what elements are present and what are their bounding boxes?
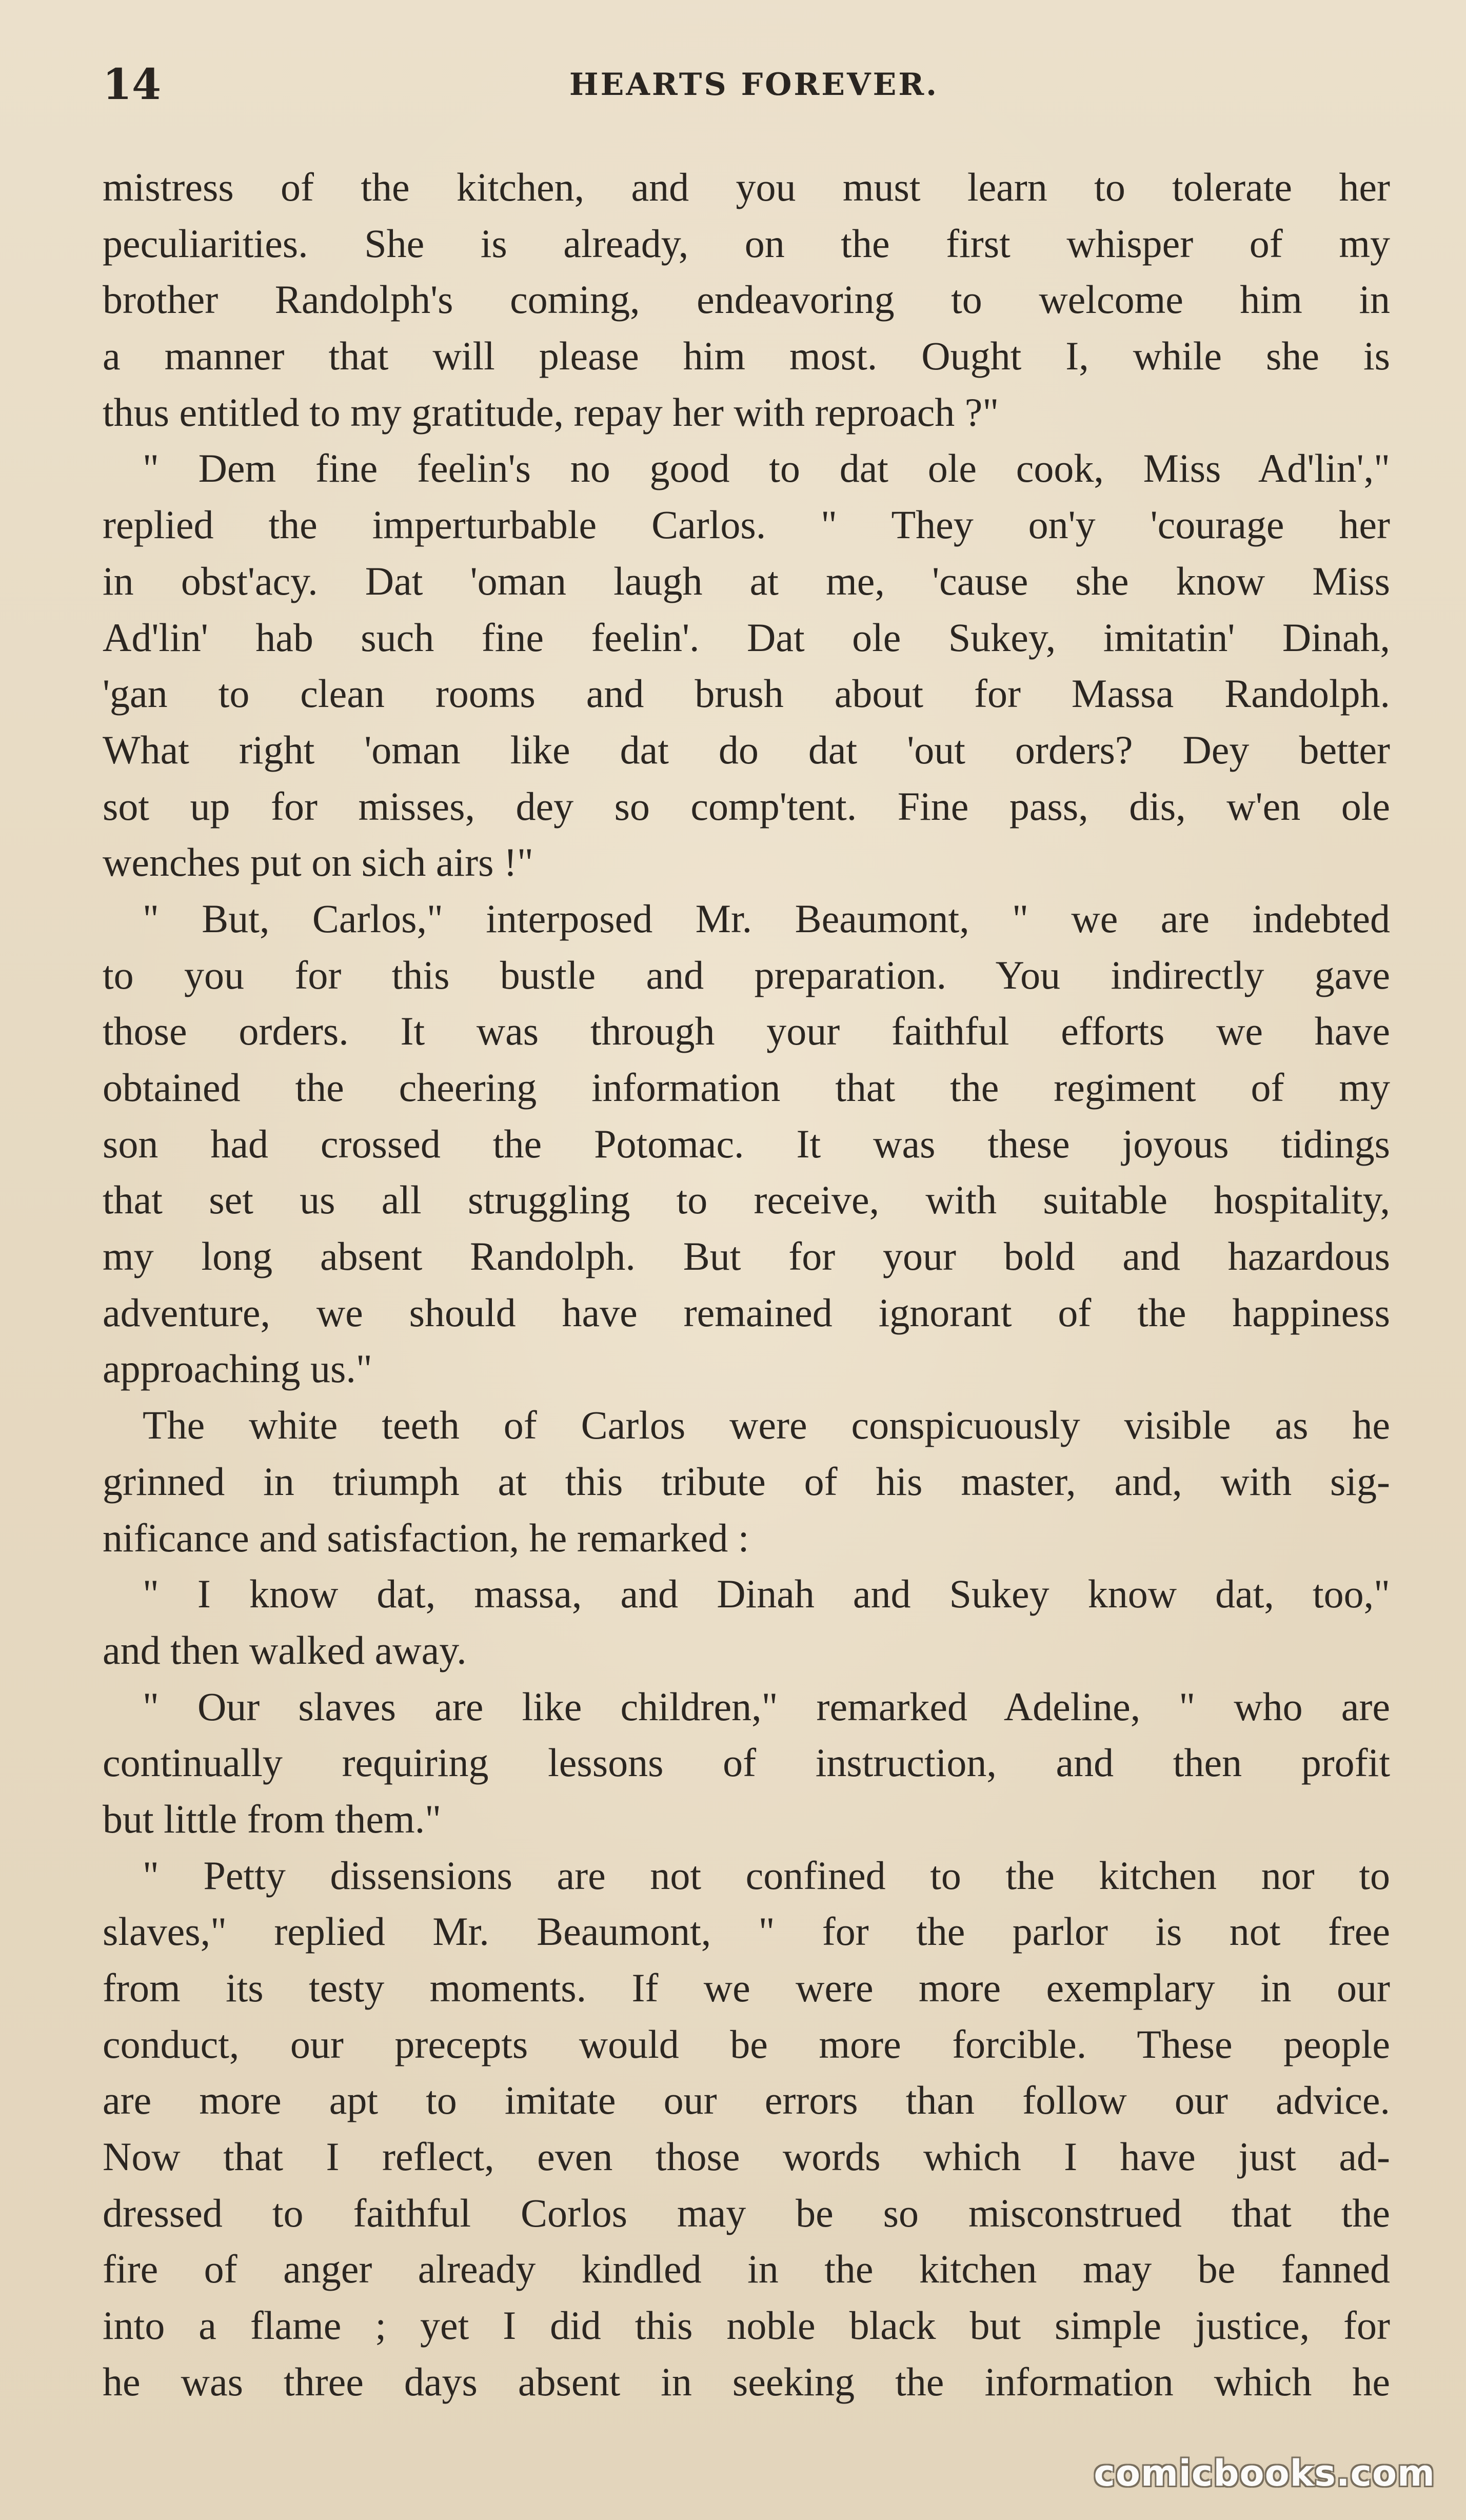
text-line: obtained the cheering information that the regiment of my [103, 1065, 1390, 1110]
text-line: slaves," replied Mr. Beaumont, " for the parlor is not free [103, 1909, 1390, 1954]
text-line: dressed to faithful Corlos may be so misconstrued that the [103, 2190, 1390, 2235]
text-line: 'gan to clean rooms and brush about for Massa Randolph. [103, 671, 1390, 716]
text-line: but little from them." [103, 1796, 442, 1841]
text-line: The white teeth of Carlos were conspicuously visible as he [143, 1403, 1390, 1448]
text-line: fire of anger already kindled in the kitchen may be fanned [103, 2247, 1390, 2292]
text-line: adventure, we should have remained ignorant of the happiness [103, 1290, 1390, 1335]
text-line: approaching us." [103, 1346, 372, 1391]
body-text [103, 159, 1390, 2410]
text-line: grinned in triumph at this tribute of his master, and, with sig- [103, 1459, 1390, 1504]
running-title: HEARTS FOREVER. [569, 67, 939, 103]
text-line: in obst'acy. Dat 'oman laugh at me, 'cause she know Miss [103, 558, 1390, 603]
text-line: into a flame ; yet I did this noble black but simple justice, for [103, 2303, 1390, 2348]
text-line: wenches put on sich airs !" [103, 840, 533, 885]
text-line: Ad'lin' hab such fine feelin'. Dat ole Sukey, imitatin' Dinah, [103, 615, 1390, 660]
text-line: Now that I reflect, even those words which I have just ad- [103, 2134, 1390, 2179]
running-head [103, 56, 1390, 113]
page-number: 14 [103, 60, 162, 109]
text-line: What right 'oman like dat do dat 'out orders? Dey better [103, 727, 1390, 772]
text-line: brother Randolph's coming, endeavoring to welcome him in [103, 277, 1390, 322]
text-line: peculiarities. She is already, on the first whisper of my [103, 221, 1390, 266]
text-line: " But, Carlos," interposed Mr. Beaumont, " we are indebted [143, 896, 1390, 941]
text-line: and then walked away. [103, 1627, 467, 1672]
text-line: my long absent Randolph. But for your bold and hazardous [103, 1234, 1390, 1279]
text-line: to you for this bustle and preparation. You indirectly gave [103, 952, 1390, 997]
text-line: from its testy moments. If we were more exemplary in our [103, 1965, 1390, 2010]
text-line: continually requiring lessons of instruction, and then profit [103, 1740, 1390, 1785]
text-line: a manner that will please him most. Ought I, while she is [103, 333, 1390, 379]
watermark: comicbooks.com [1094, 2452, 1435, 2494]
text-line: " Dem fine feelin's no good to dat ole cook, Miss Ad'lin'," [143, 446, 1390, 491]
text-line: thus entitled to my gratitude, repay her with reproach ?" [103, 389, 999, 435]
text-line: he was three days absent in seeking the information which he [103, 2359, 1390, 2404]
text-line: replied the imperturbable Carlos. " They on'y 'courage her [103, 502, 1390, 547]
text-line: those orders. It was through your faithful efforts we have [103, 1009, 1390, 1054]
text-line: sot up for misses, dey so comp'tent. Fine pass, dis, w'en ole [103, 783, 1390, 829]
text-line: son had crossed the Potomac. It was these joyous tidings [103, 1121, 1390, 1166]
text-line: " Petty dissensions are not confined to the kitchen nor to [143, 1853, 1390, 1898]
text-line: conduct, our precepts would be more forcible. These people [103, 2021, 1390, 2066]
text-line: " I know dat, massa, and Dinah and Sukey know dat, too," [143, 1571, 1390, 1617]
text-line: mistress of the kitchen, and you must learn to tolerate her [103, 165, 1390, 209]
text-line: " Our slaves are like children," remarked Adeline, " who are [143, 1684, 1390, 1729]
text-line: are more apt to imitate our errors than follow our advice. [103, 2078, 1390, 2123]
text-line: nificance and satisfaction, he remarked : [103, 1515, 749, 1560]
text-line: that set us all struggling to receive, with suitable hospitality, [103, 1177, 1390, 1223]
